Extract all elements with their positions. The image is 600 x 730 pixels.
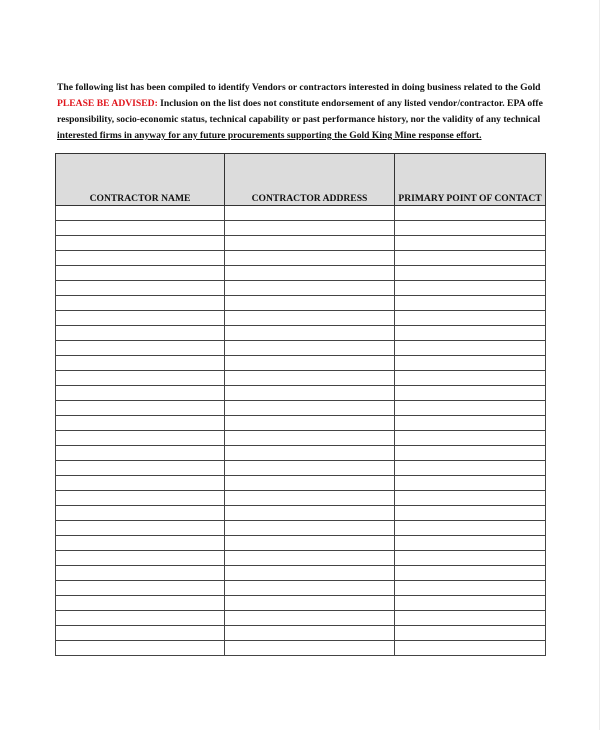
table-body [56, 206, 546, 656]
table-cell[interactable] [395, 476, 546, 491]
table-cell[interactable] [395, 356, 546, 371]
table-row [56, 311, 546, 326]
table-cell[interactable] [395, 401, 546, 416]
table-cell[interactable] [56, 341, 225, 356]
table-cell[interactable] [395, 491, 546, 506]
table-cell[interactable] [56, 566, 225, 581]
table-cell[interactable] [225, 416, 395, 431]
column-header-contractor-name: CONTRACTOR NAME [56, 154, 225, 206]
table-cell[interactable] [395, 446, 546, 461]
table-cell[interactable] [225, 581, 395, 596]
table-cell[interactable] [395, 281, 546, 296]
table-cell[interactable] [225, 221, 395, 236]
table-row [56, 536, 546, 551]
table-cell[interactable] [395, 521, 546, 536]
table-cell[interactable] [225, 536, 395, 551]
table-row [56, 596, 546, 611]
table-cell[interactable] [225, 356, 395, 371]
table-cell[interactable] [56, 596, 225, 611]
table-cell[interactable] [225, 611, 395, 626]
table-cell[interactable] [225, 626, 395, 641]
table-cell[interactable] [395, 416, 546, 431]
table-cell[interactable] [56, 251, 225, 266]
table-row [56, 581, 546, 596]
table-cell[interactable] [395, 581, 546, 596]
table-cell[interactable] [225, 491, 395, 506]
table-cell[interactable] [395, 221, 546, 236]
advised-text: Inclusion on the list does not constitute endorsement of any listed vendor/contractor. EPA offe [157, 98, 543, 109]
table-cell[interactable] [56, 521, 225, 536]
table-cell[interactable] [56, 311, 225, 326]
intro-line-1: The following list has been compiled to identify Vendors or contractors interested in doing business related to the Gold [57, 82, 541, 93]
table-cell[interactable] [395, 386, 546, 401]
table-row [56, 461, 546, 476]
table-row [56, 341, 546, 356]
table-cell[interactable] [56, 536, 225, 551]
table-cell[interactable] [56, 416, 225, 431]
table-cell[interactable] [225, 551, 395, 566]
table-cell[interactable] [225, 236, 395, 251]
table-cell[interactable] [395, 266, 546, 281]
table-cell[interactable] [395, 596, 546, 611]
table-cell[interactable] [395, 566, 546, 581]
table-row [56, 266, 546, 281]
table-cell[interactable] [225, 341, 395, 356]
table-cell[interactable] [395, 326, 546, 341]
table-cell[interactable] [395, 236, 546, 251]
table-cell[interactable] [225, 431, 395, 446]
table-row [56, 446, 546, 461]
table-cell[interactable] [395, 611, 546, 626]
table-cell[interactable] [225, 281, 395, 296]
table-cell[interactable] [56, 296, 225, 311]
table-cell[interactable] [56, 446, 225, 461]
table-row [56, 281, 546, 296]
table-cell[interactable] [56, 461, 225, 476]
table-row [56, 356, 546, 371]
table-cell[interactable] [225, 311, 395, 326]
table-row [56, 641, 546, 656]
table-row [56, 566, 546, 581]
table-cell[interactable] [56, 581, 225, 596]
table-cell[interactable] [56, 401, 225, 416]
table-cell[interactable] [395, 251, 546, 266]
intro-line-4-text: interested firms in anyway for any future procurements supporting the Gold King Mine response effort. [57, 130, 482, 141]
table-row [56, 521, 546, 536]
table-cell[interactable] [225, 476, 395, 491]
table-cell[interactable] [225, 206, 395, 221]
table-row [56, 611, 546, 626]
table-cell[interactable] [395, 506, 546, 521]
table-cell[interactable] [395, 296, 546, 311]
contractor-table [55, 153, 546, 656]
table-cell[interactable] [395, 341, 546, 356]
table-cell[interactable] [395, 551, 546, 566]
table-row [56, 236, 546, 251]
table-cell[interactable] [225, 251, 395, 266]
table-cell[interactable] [225, 266, 395, 281]
table-cell[interactable] [225, 386, 395, 401]
table-cell[interactable] [56, 506, 225, 521]
table-cell[interactable] [56, 611, 225, 626]
table-row [56, 431, 546, 446]
table-cell[interactable] [225, 521, 395, 536]
table-row [56, 206, 546, 221]
table-cell[interactable] [56, 236, 225, 251]
table-cell[interactable] [225, 641, 395, 656]
table-cell[interactable] [225, 446, 395, 461]
table-row [56, 251, 546, 266]
intro-line-2 [57, 96, 544, 112]
table-cell[interactable] [56, 626, 225, 641]
table-cell[interactable] [395, 626, 546, 641]
table-row [56, 296, 546, 311]
table-cell[interactable] [56, 431, 225, 446]
table-cell[interactable] [56, 551, 225, 566]
column-header-primary-point-of-contact: PRIMARY POINT OF CONTACT [395, 154, 546, 206]
table-cell[interactable] [395, 641, 546, 656]
table-cell[interactable] [225, 401, 395, 416]
table-cell[interactable] [56, 356, 225, 371]
table-cell[interactable] [56, 266, 225, 281]
table-cell[interactable] [395, 461, 546, 476]
table-cell[interactable] [56, 206, 225, 221]
table-header-row [56, 154, 546, 206]
table-cell[interactable] [56, 326, 225, 341]
table-cell[interactable] [56, 641, 225, 656]
intro-paragraph [57, 80, 544, 144]
table-cell[interactable] [395, 206, 546, 221]
table-cell[interactable] [225, 566, 395, 581]
table-cell[interactable] [56, 221, 225, 236]
table-row [56, 506, 546, 521]
table-row [56, 551, 546, 566]
table-row [56, 221, 546, 236]
table-cell[interactable] [225, 296, 395, 311]
column-header-contractor-address: CONTRACTOR ADDRESS [225, 154, 395, 206]
table-cell[interactable] [395, 371, 546, 386]
table-cell[interactable] [395, 311, 546, 326]
table-row [56, 416, 546, 431]
advised-label: PLEASE BE ADVISED: [57, 98, 158, 109]
table-cell[interactable] [56, 281, 225, 296]
table-cell[interactable] [395, 536, 546, 551]
table-cell[interactable] [225, 506, 395, 521]
table-row [56, 626, 546, 641]
table-row [56, 476, 546, 491]
table-cell[interactable] [56, 386, 225, 401]
table-cell[interactable] [56, 491, 225, 506]
table-cell[interactable] [225, 596, 395, 611]
intro-line-4 [57, 128, 544, 144]
table-cell[interactable] [395, 431, 546, 446]
table-row [56, 386, 546, 401]
table-cell[interactable] [225, 326, 395, 341]
table-cell[interactable] [56, 476, 225, 491]
table-cell[interactable] [225, 371, 395, 386]
table-cell[interactable] [56, 371, 225, 386]
table-row [56, 326, 546, 341]
table-row [56, 491, 546, 506]
table-row [56, 401, 546, 416]
table-cell[interactable] [225, 461, 395, 476]
intro-line-3: responsibility, socio-economic status, technical capability or past performance history, nor the validity of any technical [57, 114, 541, 125]
table-row [56, 371, 546, 386]
